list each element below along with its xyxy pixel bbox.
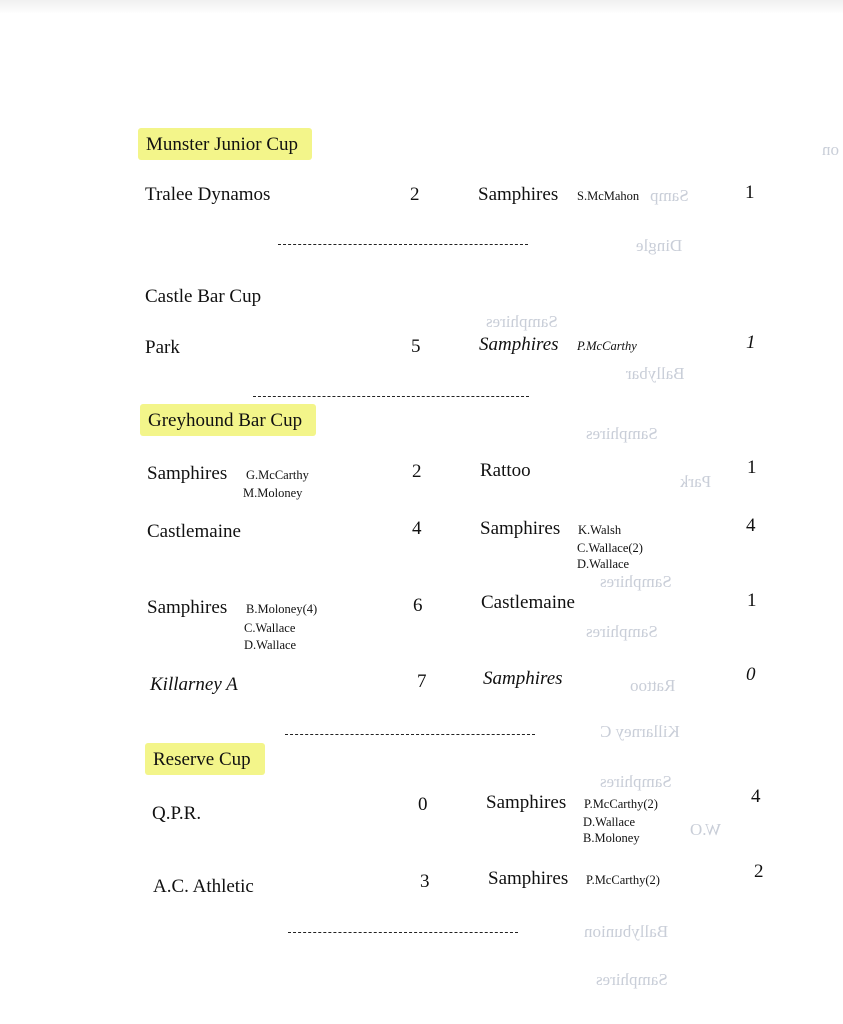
away-score: 2	[754, 861, 764, 882]
home-team: Park	[145, 337, 180, 358]
home-score: 0	[418, 794, 428, 815]
home-team: A.C. Athletic	[153, 876, 254, 897]
away-score: 0	[746, 664, 756, 685]
home-team: Castlemaine	[147, 521, 241, 542]
scorer: G.McCarthy	[246, 468, 309, 482]
home-score: 2	[410, 184, 420, 205]
section-separator	[288, 932, 518, 933]
scorer: B.Moloney	[583, 831, 640, 845]
bleed-through: Samphires	[596, 970, 668, 989]
home-score: 7	[417, 671, 427, 692]
bleed-through: Samphires	[586, 622, 658, 641]
scorer: D.Wallace	[244, 638, 297, 652]
bleed-through: Rattoo	[630, 676, 676, 695]
scorer: B.Moloney(4)	[246, 602, 318, 616]
section-title-castle-bar-cup: Castle Bar Cup	[145, 286, 262, 307]
away-team: Samphires	[486, 792, 567, 813]
bleed-through: Samphires	[586, 424, 658, 443]
bleed-through: W.O	[690, 820, 722, 839]
scorer: D.Wallace	[577, 557, 630, 571]
away-team: Samphires	[479, 334, 559, 355]
scorer: D.Wallace	[583, 815, 636, 829]
section-separator	[285, 734, 535, 735]
section-title-reserve-cup: Reserve Cup	[145, 743, 265, 775]
bleed-through: Samphires	[486, 312, 558, 331]
scorer: P.McCarthy(2)	[584, 797, 658, 811]
section-separator	[253, 396, 529, 397]
scorer: S.McMahon	[577, 189, 640, 203]
home-team: Q.P.R.	[152, 803, 202, 824]
away-team: Samphires	[478, 184, 559, 205]
home-team: Killarney A	[150, 674, 238, 695]
away-team: Samphires	[488, 868, 569, 889]
away-team: Samphires	[483, 668, 563, 689]
home-team: Samphires	[147, 597, 228, 618]
scorer: C.Wallace(2)	[577, 541, 643, 555]
bleed-through: Samphires	[600, 572, 672, 591]
scorer: C.Wallace	[244, 621, 296, 635]
home-score: 5	[411, 336, 421, 357]
away-score: 4	[746, 515, 756, 536]
scorer: P.McCarthy	[577, 339, 637, 353]
away-score: 1	[746, 332, 756, 353]
bleed-through: Samphires	[600, 772, 672, 791]
away-team: Samphires	[480, 518, 561, 539]
away-score: 1	[745, 182, 755, 203]
bleed-through: Ballybar	[626, 364, 685, 383]
section-title-greyhound-bar-cup: Greyhound Bar Cup	[140, 404, 316, 436]
bleed-through: Park	[680, 472, 712, 491]
scorer: P.McCarthy(2)	[586, 873, 660, 887]
bleed-through: Killarney C	[600, 722, 680, 741]
section-title-munster-junior-cup: Munster Junior Cup	[138, 128, 312, 160]
bleed-through: Ballybunion	[584, 922, 669, 941]
bleed-through: Samp	[650, 186, 689, 205]
home-team: Tralee Dynamos	[145, 184, 271, 205]
home-score: 3	[420, 871, 430, 892]
home-score: 6	[413, 595, 423, 616]
away-score: 1	[747, 457, 757, 478]
home-score: 4	[412, 518, 422, 539]
away-team: Castlemaine	[481, 592, 575, 613]
bleed-through: Dingle	[636, 236, 683, 255]
scorer: K.Walsh	[578, 523, 622, 537]
away-score: 1	[747, 590, 757, 611]
away-team: Rattoo	[480, 460, 531, 481]
home-team: Samphires	[147, 463, 228, 484]
section-separator	[278, 244, 528, 245]
home-score: 2	[412, 461, 422, 482]
away-score: 4	[751, 786, 761, 807]
scorer: M.Moloney	[243, 486, 303, 500]
bleed-through: on	[822, 140, 839, 159]
scan-edge	[0, 0, 843, 14]
